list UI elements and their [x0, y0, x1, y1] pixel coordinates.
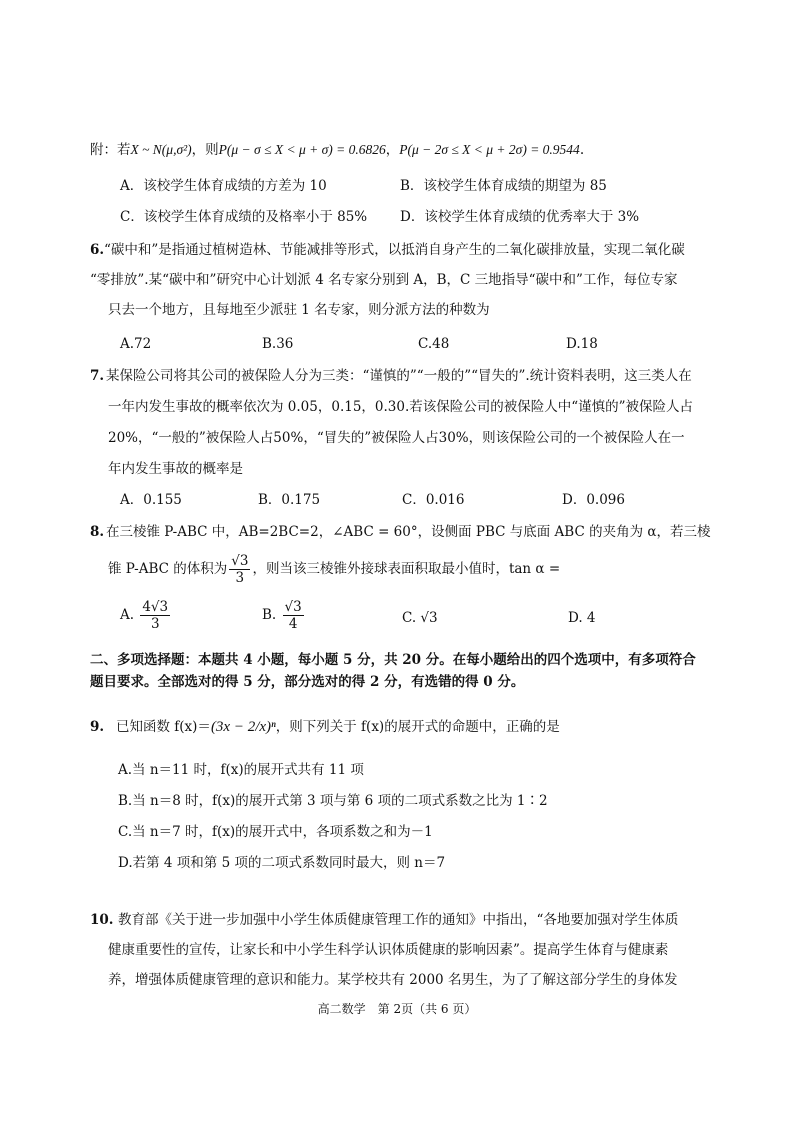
q8-line-1: 在三棱锥 P-ABC 中，AB=2BC=2，∠ABC = 60°，设侧面 PBC 与底面 ABC 的夹角为 α，若三棱: [106, 524, 711, 540]
q8-option-a-fraction: [140, 599, 170, 632]
q10-line-3: 养，增强体质健康管理的意识和能力。某学校共有 2000 名男生，为了了解这部分学生的身体发: [108, 972, 678, 988]
q8-line-2: [108, 552, 560, 586]
q8-option-b-fraction: [283, 599, 304, 632]
q6-number: 6.: [90, 242, 105, 258]
appendix-prob-1: P(μ − σ ≤ X < μ + σ) = 0.6826: [218, 142, 386, 157]
q7-line-3: 20%，“一般的”被保险人占50%，“冒失的”被保险人占30%，则该保险公司的一个被保险人在一: [108, 430, 685, 446]
appendix-prefix: 附：若: [90, 142, 131, 158]
q9-stem-a: 已知函数 f(x)＝: [116, 719, 211, 735]
q7-number: 7.: [90, 368, 105, 384]
q8-line-2-b: ，则当该三棱锥外接球表面积取最小值时，tan α =: [252, 561, 561, 577]
appendix-sep: ，: [385, 142, 400, 158]
q8-option-b-denominator: 4: [288, 616, 298, 632]
q7-option-c: C．0.016: [402, 492, 465, 508]
q8-option-c: C. √3: [402, 610, 438, 626]
q8-line-2-a: 锥 P-ABC 的体积为: [108, 561, 228, 577]
appendix-line: [90, 140, 584, 160]
q8-option-a-numerator: 4√3: [142, 599, 169, 615]
q9-stem-b: ，则下列关于 f(x)的展开式的命题中，正确的是: [275, 719, 560, 735]
q6-option-a: A.72: [120, 336, 152, 352]
q9-stem: [116, 710, 560, 744]
q10-line-2: 健康重要性的宣传，让家长和中小学生科学认识体质健康的影响因素”。提高学生体育与健康素: [108, 942, 669, 958]
appendix-prob-2: P(μ − 2σ ≤ X < μ + 2σ) = 0.9544: [399, 142, 580, 157]
q5-option-c: C．该校学生体育成绩的及格率小于 85%: [120, 209, 368, 225]
q6-option-c: C.48: [418, 336, 450, 352]
q8-option-d: D. 4: [568, 610, 596, 626]
q7-option-a: A．0.155: [120, 492, 182, 508]
q7-option-d: D．0.096: [562, 492, 625, 508]
q8-volume-denominator: 3: [235, 570, 245, 586]
q7-option-b: B．0.175: [258, 492, 321, 508]
q10-number: 10.: [90, 912, 114, 928]
appendix-end: .: [579, 142, 585, 158]
q8-option-a-denominator: 3: [150, 616, 160, 632]
q8-option-a: [120, 598, 172, 632]
q6-line-1: “碳中和”是指通过植树造林、节能减排等形式，以抵消自身产生的二氧化碳排放量，实现二氧化碳: [104, 242, 685, 258]
appendix-distribution: X ~ N(μ,σ²): [130, 142, 192, 157]
q6-line-2: “零排放”.某“碳中和”研究中心计划派 4 名专家分别到 A，B，C 三地指导“碳中和”工作，每位专家: [90, 272, 678, 288]
q8-volume-numerator: √3: [231, 553, 249, 569]
q9-option-a: A.当 n＝11 时，f(x)的展开式共有 11 项: [118, 762, 364, 778]
q7-line-2: 一年内发生事故的概率依次为 0.05，0.15，0.30.若该保险公司的被保险人中“谨慎的”被保险人占: [108, 399, 694, 415]
q8-volume-fraction: [229, 553, 250, 586]
q10-line-1: 教育部《关于进一步加强中小学生体质健康管理工作的通知》中指出，“各地要加强对学生体质: [118, 912, 679, 928]
q9-option-b: B.当 n＝8 时，f(x)的展开式第 3 项与第 6 项的二项式系数之比为 1∶2: [118, 793, 548, 809]
q8-option-b-label: B.: [262, 607, 277, 623]
q5-option-a: A．该校学生体育成绩的方差为 10: [120, 178, 327, 194]
q9-number: 9.: [90, 719, 105, 735]
q5-option-b: B．该校学生体育成绩的期望为 85: [400, 178, 607, 194]
q6-option-d: D.18: [566, 336, 598, 352]
q8-option-b-numerator: √3: [284, 599, 302, 615]
q8-option-a-label: A.: [120, 607, 135, 623]
section2-heading-line-2: 题目要求。全部选对的得 5 分，部分选对的得 2 分，有选错的得 0 分。: [90, 674, 525, 690]
q7-line-1: 某保险公司将其公司的被保险人分为三类：“谨慎的”“一般的”“冒失的”.统计资料表明，这三类人在: [106, 368, 692, 384]
page-footer: 高二数学 第 2页（共 6 页）: [317, 1002, 477, 1016]
q9-option-c: C.当 n＝7 时，f(x)的展开式中，各项系数之和为－1: [118, 824, 433, 840]
q5-option-d: D．该校学生体育成绩的优秀率大于 3%: [400, 209, 640, 225]
appendix-mid: ，则: [191, 142, 219, 158]
q7-line-4: 年内发生事故的概率是: [108, 461, 243, 477]
q8-number: 8.: [90, 524, 105, 540]
q8-option-b: [262, 598, 306, 632]
q6-option-b: B.36: [262, 336, 294, 352]
q6-line-3: 只去一个地方，且每地至少派驻 1 名专家，则分派方法的种数为: [108, 302, 490, 318]
q9-option-d: D.若第 4 项和第 5 项的二项式系数同时最大，则 n＝7: [118, 855, 446, 871]
section2-heading-line-1: 二、多项选择题：本题共 4 小题，每小题 5 分，共 20 分。在每小题给出的四个选项中，有多项符合: [90, 652, 696, 668]
q9-expression: (3x − 2/x)ⁿ: [210, 719, 276, 735]
